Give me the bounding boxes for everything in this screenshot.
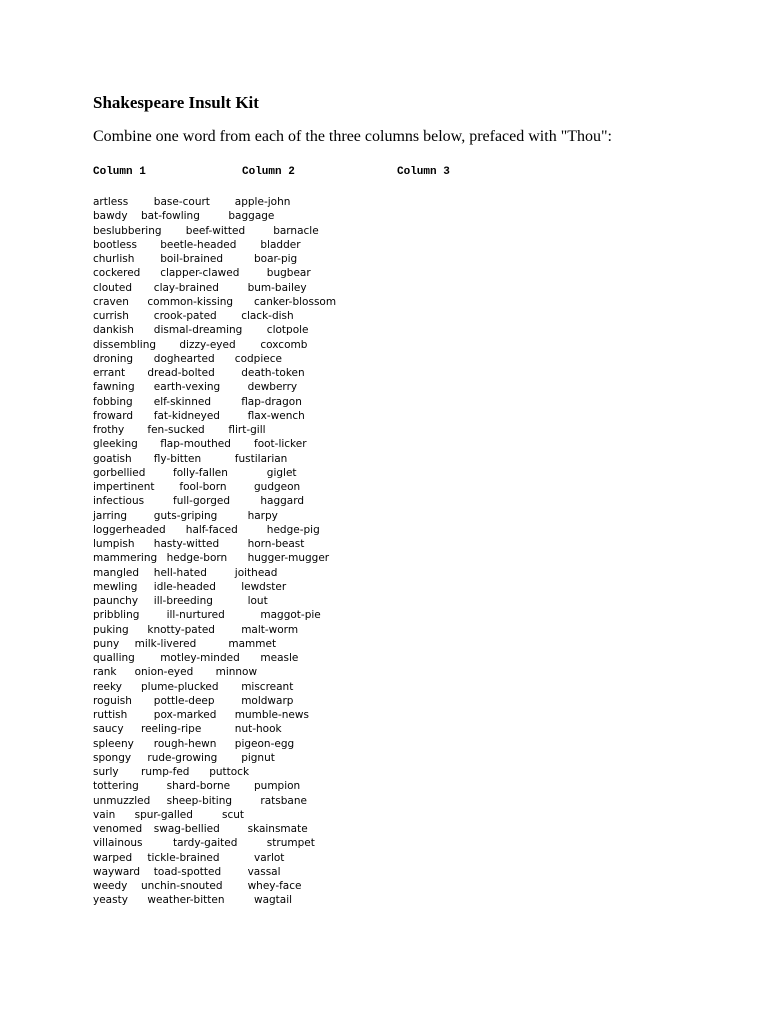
word-row	[0, 779, 500, 793]
word-col-3: canker-blossom	[254, 295, 337, 308]
word-col-1: spleeny	[93, 737, 134, 750]
word-col-1: bootless	[93, 238, 137, 251]
word-col-3: lout	[247, 595, 268, 607]
word-col-3: dewberry	[247, 381, 298, 394]
word-col-3: boar-pig	[254, 253, 298, 265]
word-col-3: puttock	[209, 766, 250, 778]
word-col-3: fustilarian	[234, 452, 288, 465]
word-col-1: reeky	[93, 680, 122, 693]
word-col-3: vassal	[247, 865, 281, 878]
word-col-2: clapper-clawed	[160, 267, 240, 280]
word-col-1: mewling	[93, 580, 138, 593]
word-col-2: hasty-witted	[153, 538, 220, 550]
word-col-1: spongy	[93, 751, 132, 764]
page-title: Shakespeare Insult Kit	[93, 93, 259, 112]
word-col-2: elf-skinned	[153, 395, 211, 408]
word-col-3: lewdster	[241, 580, 287, 593]
word-col-2: flap-mouthed	[160, 438, 231, 451]
word-col-1: jarring	[93, 509, 128, 522]
word-col-3: scut	[222, 808, 245, 821]
word-col-1: ruttish	[93, 709, 128, 721]
word-col-1: dankish	[93, 324, 134, 337]
word-col-3: baggage	[228, 210, 275, 223]
word-row	[0, 651, 500, 665]
word-row	[0, 309, 500, 323]
word-col-2: bat-fowling	[141, 210, 200, 223]
word-row	[0, 879, 500, 893]
word-row	[0, 608, 500, 622]
word-col-1: warped	[93, 851, 133, 864]
word-row	[0, 323, 500, 337]
word-col-1: droning	[93, 352, 134, 365]
word-col-2: shard-borne	[166, 780, 231, 793]
word-col-3: measle	[260, 652, 299, 664]
word-col-1: beslubbering	[93, 224, 162, 237]
word-col-2: beetle-headed	[160, 238, 237, 251]
word-row	[0, 537, 500, 551]
word-row	[0, 893, 500, 907]
word-col-2: half-faced	[185, 523, 238, 536]
column-header-2: Column 2	[242, 166, 295, 178]
word-col-2: clay-brained	[153, 281, 219, 294]
word-col-2: earth-vexing	[153, 381, 221, 394]
word-row	[0, 708, 500, 722]
word-col-2: beef-witted	[185, 224, 246, 237]
word-col-2: full-gorged	[173, 495, 230, 508]
word-col-3: minnow	[215, 666, 258, 679]
word-col-1: craven	[93, 295, 129, 308]
word-col-2: spur-galled	[134, 808, 193, 821]
word-col-1: wayward	[93, 865, 141, 878]
word-col-3: mammet	[228, 637, 277, 650]
word-col-1: roguish	[93, 694, 132, 707]
word-col-1: loggerheaded	[93, 523, 166, 536]
word-col-1: rank	[93, 666, 117, 679]
word-col-1: fobbing	[93, 395, 133, 408]
word-col-3: foot-licker	[254, 438, 307, 451]
word-col-2: plume-plucked	[141, 680, 219, 693]
word-col-1: qualling	[93, 652, 135, 664]
word-col-1: errant	[93, 367, 126, 379]
word-col-2: fat-kidneyed	[153, 409, 220, 422]
word-col-2: swag-bellied	[153, 823, 220, 835]
word-col-3: gudgeon	[254, 481, 301, 493]
word-col-2: unchin-snouted	[141, 880, 223, 892]
word-col-1: tottering	[93, 780, 139, 793]
word-col-1: fawning	[93, 381, 135, 394]
word-col-3: skainsmate	[247, 823, 308, 835]
word-col-1: paunchy	[93, 595, 139, 607]
word-col-2: folly-fallen	[173, 466, 228, 479]
word-col-3: barnacle	[273, 224, 319, 237]
word-col-3: nut-hook	[234, 723, 282, 736]
word-row	[0, 295, 500, 309]
word-row	[0, 395, 500, 409]
word-col-1: mammering	[93, 552, 158, 565]
word-row	[0, 238, 500, 252]
word-col-2: dizzy-eyed	[179, 338, 236, 351]
word-col-3: pumpion	[254, 780, 301, 793]
word-col-3: horn-beast	[247, 538, 305, 550]
word-row	[0, 665, 500, 679]
word-col-2: ill-nurtured	[166, 609, 225, 622]
word-row	[0, 380, 500, 394]
word-row	[0, 794, 500, 808]
word-col-2: pottle-deep	[153, 694, 215, 707]
word-row	[0, 694, 500, 708]
word-row	[0, 266, 500, 280]
word-row	[0, 366, 500, 380]
word-col-2: motley-minded	[160, 652, 240, 664]
word-col-3: bum-bailey	[247, 281, 307, 294]
word-row	[0, 224, 500, 238]
word-row	[0, 551, 500, 565]
word-col-1: bawdy	[93, 210, 128, 223]
word-row	[0, 765, 500, 779]
column-header-1: Column 1	[93, 166, 146, 178]
word-col-3: clack-dish	[241, 310, 294, 322]
word-col-2: weather-bitten	[147, 894, 225, 907]
word-col-1: impertinent	[93, 481, 155, 493]
word-col-3: hedge-pig	[266, 523, 320, 536]
word-row	[0, 209, 500, 223]
word-row	[0, 338, 500, 352]
word-col-3: flap-dragon	[241, 395, 302, 408]
word-col-2: tardy-gaited	[173, 837, 238, 850]
word-col-2: onion-eyed	[134, 666, 194, 679]
word-col-3: pignut	[241, 751, 275, 764]
word-row	[0, 252, 500, 266]
intro-text: Combine one word from each of the three columns below, prefaced with "Thou":	[93, 128, 612, 145]
word-row	[0, 580, 500, 594]
word-col-3: flax-wench	[247, 409, 305, 422]
word-row	[0, 509, 500, 523]
word-col-3: whey-face	[247, 880, 302, 892]
word-col-2: crook-pated	[153, 310, 217, 322]
word-col-1: puny	[93, 637, 120, 650]
word-row	[0, 566, 500, 580]
word-row	[0, 637, 500, 651]
word-row	[0, 722, 500, 736]
word-col-1: currish	[93, 310, 129, 322]
word-col-2: ill-breeding	[153, 595, 213, 607]
word-row	[0, 594, 500, 608]
word-col-1: frothy	[93, 424, 125, 436]
word-col-3: death-token	[241, 367, 305, 379]
word-row	[0, 865, 500, 879]
word-col-1: weedy	[93, 880, 128, 892]
word-col-2: tickle-brained	[147, 851, 220, 864]
word-col-3: malt-worm	[241, 623, 299, 636]
word-col-1: dissembling	[93, 338, 157, 351]
word-col-2: rude-growing	[147, 751, 218, 764]
word-row	[0, 281, 500, 295]
word-col-3: hugger-mugger	[247, 552, 330, 565]
word-row	[0, 836, 500, 850]
word-row	[0, 737, 500, 751]
word-col-1: venomed	[93, 823, 143, 835]
word-col-1: churlish	[93, 253, 135, 265]
word-row	[0, 680, 500, 694]
word-col-1: artless	[93, 196, 129, 208]
word-row	[0, 352, 500, 366]
word-col-1: villainous	[93, 837, 143, 850]
word-col-2: fly-bitten	[153, 452, 202, 465]
word-row	[0, 523, 500, 537]
word-col-1: saucy	[93, 723, 124, 736]
word-col-2: dread-bolted	[147, 367, 215, 379]
word-row	[0, 423, 500, 437]
word-row	[0, 409, 500, 423]
word-col-2: fen-sucked	[147, 424, 205, 436]
word-col-1: gorbellied	[93, 466, 146, 479]
word-col-2: rump-fed	[141, 766, 190, 778]
word-col-2: milk-livered	[134, 637, 197, 650]
word-col-3: strumpet	[266, 837, 315, 850]
word-row	[0, 452, 500, 466]
word-col-1: infectious	[93, 495, 145, 508]
word-col-2: idle-headed	[153, 580, 216, 593]
word-col-1: cockered	[93, 267, 141, 280]
word-col-1: pribbling	[93, 609, 140, 622]
word-col-1: lumpish	[93, 538, 135, 550]
word-col-2: boil-brained	[160, 253, 224, 265]
word-col-1: gleeking	[93, 438, 138, 451]
word-col-2: rough-hewn	[153, 737, 217, 750]
word-col-3: codpiece	[234, 352, 282, 365]
word-col-3: moldwarp	[241, 694, 294, 707]
word-col-2: dismal-dreaming	[153, 324, 243, 337]
word-col-3: haggard	[260, 495, 305, 508]
word-col-2: knotty-pated	[147, 623, 215, 636]
word-row	[0, 822, 500, 836]
word-col-2: common-kissing	[147, 295, 234, 308]
word-col-1: yeasty	[93, 894, 128, 907]
word-row	[0, 494, 500, 508]
word-col-3: giglet	[266, 466, 297, 479]
word-col-3: coxcomb	[260, 338, 308, 351]
word-col-1: froward	[93, 409, 134, 422]
word-row	[0, 623, 500, 637]
word-row	[0, 808, 500, 822]
word-row	[0, 466, 500, 480]
word-col-3: apple-john	[234, 196, 291, 208]
word-col-3: harpy	[247, 509, 278, 522]
word-col-2: fool-born	[179, 481, 227, 493]
word-col-3: flirt-gill	[228, 424, 266, 436]
word-col-2: hedge-born	[166, 552, 228, 565]
word-col-2: base-court	[153, 196, 210, 208]
word-col-1: unmuzzled	[93, 794, 151, 807]
word-col-3: joithead	[234, 566, 278, 579]
word-row	[0, 437, 500, 451]
word-col-1: puking	[93, 623, 129, 636]
word-row	[0, 480, 500, 494]
word-col-1: surly	[93, 766, 119, 778]
word-col-2: toad-spotted	[153, 865, 222, 878]
word-col-3: clotpole	[266, 324, 309, 337]
word-col-1: goatish	[93, 452, 132, 465]
word-col-1: clouted	[93, 281, 133, 294]
word-col-3: maggot-pie	[260, 609, 321, 622]
word-col-3: bladder	[260, 238, 301, 251]
word-col-2: reeling-ripe	[141, 723, 202, 736]
word-col-3: bugbear	[266, 267, 311, 280]
word-col-3: mumble-news	[234, 709, 309, 721]
word-col-2: guts-griping	[153, 509, 218, 522]
word-row	[0, 195, 500, 209]
word-row	[0, 851, 500, 865]
word-col-3: pigeon-egg	[234, 737, 295, 750]
word-col-3: ratsbane	[260, 794, 307, 807]
word-col-1: vain	[93, 808, 116, 821]
word-col-1: mangled	[93, 566, 140, 579]
word-col-2: pox-marked	[153, 709, 217, 721]
column-header-3: Column 3	[397, 166, 450, 178]
word-col-2: doghearted	[153, 352, 215, 365]
word-col-3: miscreant	[241, 680, 294, 693]
word-col-2: sheep-biting	[166, 794, 233, 807]
word-col-3: wagtail	[254, 894, 293, 907]
word-col-3: varlot	[254, 851, 285, 864]
word-row	[0, 751, 500, 765]
word-col-2: hell-hated	[153, 566, 207, 579]
